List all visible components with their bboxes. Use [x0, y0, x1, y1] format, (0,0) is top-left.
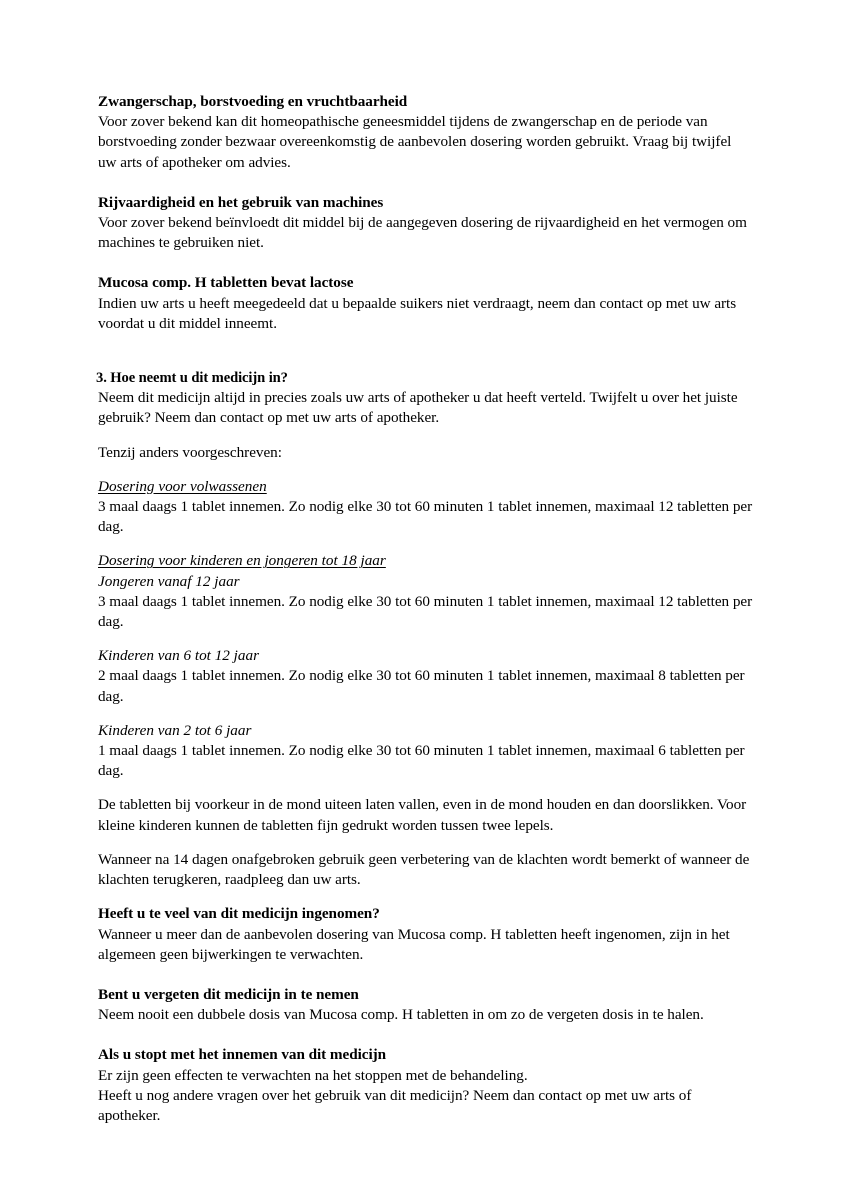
administration-note: De tabletten bij voorkeur in de mond uiteen laten vallen, even in de mond houden en dan doorslikken. Voor kleine kinderen kunnen de tabletten fijn gedrukt worden tussen twee lepels.	[98, 796, 747, 834]
dosing-group-body: 3 maal daags 1 tablet innemen. Zo nodig elke 30 tot 60 minuten 1 tablet innemen, maximaal 12 tabletten per dag.	[98, 592, 753, 631]
subsection-heading-missed-dose: Bent u vergeten dit medicijn in te nemen	[98, 985, 359, 1003]
section-pregnancy	[98, 92, 753, 173]
duration-note: Wanneer na 14 dagen onafgebroken gebruik geen verbetering van de klachten wordt bemerkt of wanneer de klachten terugkeren, raadpleeg dan uw arts.	[98, 850, 750, 889]
spacer	[98, 253, 753, 273]
section-3-intro: Neem dit medicijn altijd in precies zoals uw arts of apotheker u dat heeft verteld. Twijfelt u over het juiste gebruik? Neem dan contact op met uw arts of apotheker.	[98, 389, 738, 427]
section-3	[98, 368, 753, 429]
spacer	[98, 836, 753, 850]
spacer	[98, 463, 753, 477]
subsection-missed-dose	[98, 985, 753, 1025]
subsection-stopping	[98, 1045, 753, 1126]
subsection-overdose	[98, 904, 753, 965]
subsection-heading-stopping: Als u stopt met het innemen van dit medicijn	[98, 1046, 387, 1064]
dosing-group-heading: Jongeren vanaf 12 jaar	[98, 572, 240, 590]
dosing-adults	[98, 477, 753, 538]
section-heading-how-to-take: 3. Hoe neemt u dit medicijn in?	[96, 370, 288, 387]
section-driving	[98, 193, 753, 254]
spacer	[98, 1025, 753, 1045]
section-heading-lactose: Mucosa comp. H tabletten bevat lactose	[98, 274, 354, 292]
dosing-adults-heading: Dosering voor volwassenen	[98, 477, 267, 495]
spacer	[98, 707, 753, 721]
spacer	[98, 781, 753, 795]
spacer	[98, 173, 753, 193]
section-body-driving: Voor zover bekend beïnvloedt dit middel bij de aangegeven dosering de rijvaardigheid en het vermogen om machines te gebruiken niet.	[98, 214, 747, 252]
dosing-adults-body: 3 maal daags 1 tablet innemen. Zo nodig elke 30 tot 60 minuten 1 tablet innemen, maximaal 12 tabletten per dag.	[98, 498, 753, 536]
section-heading-pregnancy: Zwangerschap, borstvoeding en vruchtbaarheid	[98, 93, 408, 110]
document-body	[98, 92, 753, 1126]
subsection-body-overdose: Wanneer u meer dan de aanbevolen dosering van Mucosa comp. H tabletten heeft ingenomen, zijn in het algemeen geen bijwerkingen te verwachten.	[98, 925, 730, 963]
dosing-children-heading-wrap	[98, 551, 753, 571]
subsection-heading-overdose: Heeft u te veel van dit medicijn ingenomen?	[98, 905, 380, 923]
dosing-group-children-2-6	[98, 721, 753, 782]
spacer	[98, 537, 753, 551]
spacer	[98, 334, 753, 368]
unless-prescribed-otherwise: Tenzij anders voorgeschreven:	[98, 443, 282, 461]
dosing-children-heading: Dosering voor kinderen en jongeren tot 18 jaar	[98, 552, 386, 570]
section-body-pregnancy: Voor zover bekend kan dit homeopathische geneesmiddel tijdens de zwangerschap en de periode van borstvoeding zonder bezwaar overeenkomstig de aanbevolen dosering worden gebruikt. Vraag bij twijfel uw arts of apotheker om advies.	[98, 113, 732, 171]
dosing-group-youth-12plus	[98, 572, 753, 633]
dosing-group-body: 1 maal daags 1 tablet innemen. Zo nodig elke 30 tot 60 minuten 1 tablet innemen, maximaal 6 tabletten per dag.	[98, 742, 745, 780]
subsection-body-stopping-line2: Heeft u nog andere vragen over het gebruik van dit medicijn? Neem dan contact op met uw arts of apotheker.	[98, 1086, 692, 1124]
dosing-group-body: 2 maal daags 1 tablet innemen. Zo nodig elke 30 tot 60 minuten 1 tablet innemen, maximaal 8 tabletten per dag.	[98, 667, 745, 705]
subsection-body-stopping-line1: Er zijn geen effecten te verwachten na het stoppen met de behandeling.	[98, 1066, 528, 1084]
dosing-group-heading: Kinderen van 6 tot 12 jaar	[98, 647, 260, 665]
spacer	[98, 890, 753, 904]
spacer	[98, 965, 753, 985]
dosing-adults-heading-wrap	[98, 477, 753, 497]
spacer	[98, 429, 753, 443]
dosing-group-heading: Kinderen van 2 tot 6 jaar	[98, 721, 252, 739]
section-lactose	[98, 273, 753, 334]
section-heading-driving: Rijvaardigheid en het gebruik van machines	[98, 193, 384, 211]
subsection-body-missed-dose: Neem nooit een dubbele dosis van Mucosa comp. H tabletten in om zo de vergeten dosis in te halen.	[98, 1006, 704, 1024]
section-body-lactose: Indien uw arts u heeft meegedeeld dat u bepaalde suikers niet verdraagt, neem dan contact op met uw arts voordat u dit middel inneemt.	[98, 294, 737, 332]
dosing-group-children-6-12	[98, 646, 753, 707]
spacer	[98, 632, 753, 646]
